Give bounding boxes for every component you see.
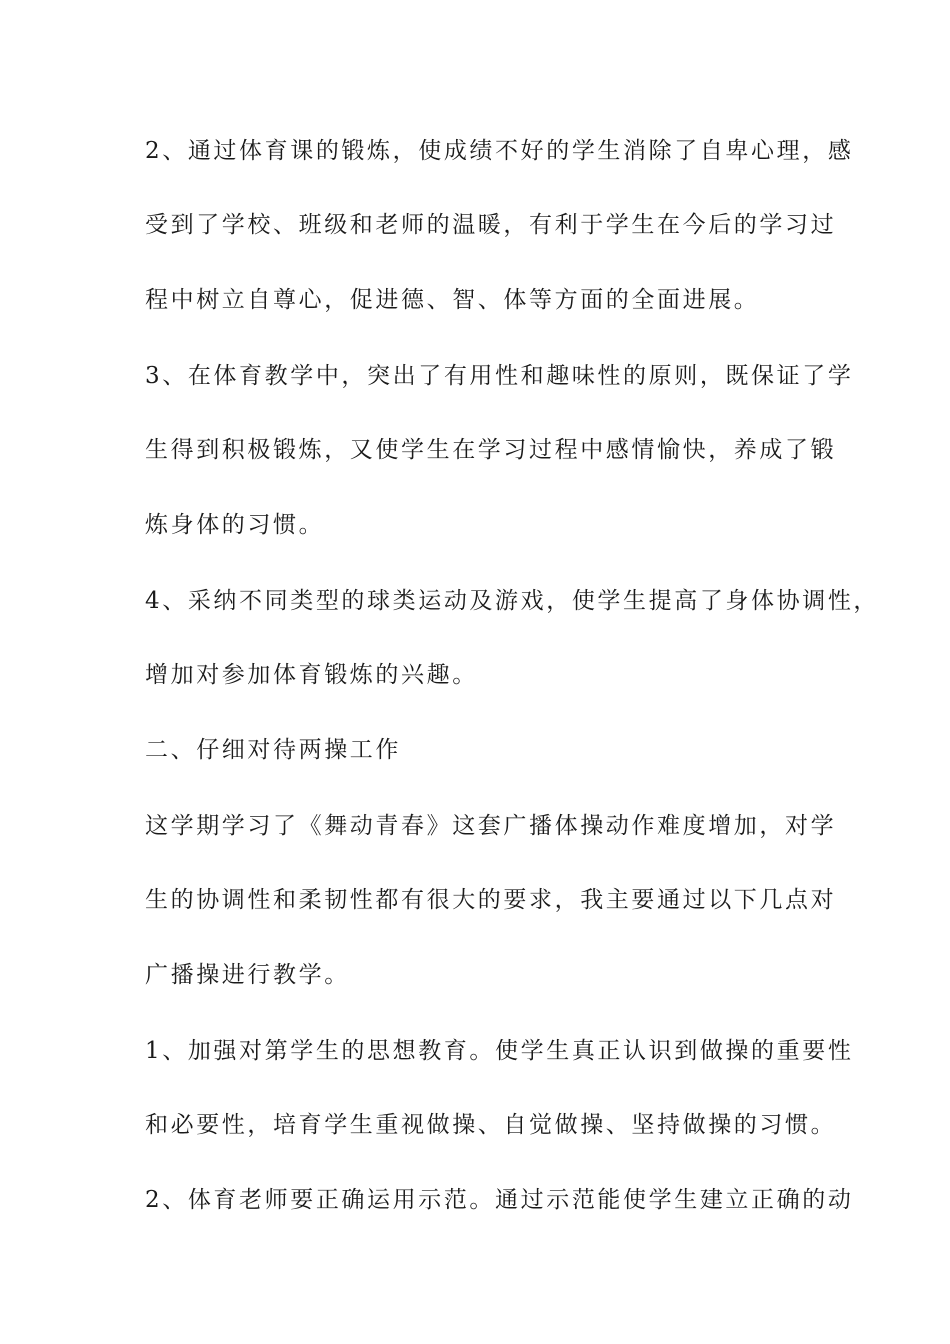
text-line-13: 1、加强对第学生的思想教育。使学生真正认识到做操的重要性 [145, 1038, 854, 1064]
text-line-1: 2、通过体育课的锻炼，使成绩不好的学生消除了自卑心理，感 [145, 138, 854, 164]
text-line-15: 2、体育老师要正确运用示范。通过示范能使学生建立正确的动 [145, 1187, 854, 1213]
text-line-12: 广播操进行教学。 [145, 962, 350, 988]
text-line-10: 这学期学习了《舞动青春》这套广播体操动作难度增加，对学 [145, 813, 837, 839]
text-line-8: 增加对参加体育锻炼的兴趣。 [145, 662, 478, 688]
text-line-2: 受到了学校、班级和老师的温暖，有利于学生在今后的学习过 [145, 212, 837, 238]
text-line-11: 生的协调性和柔韧性都有很大的要求，我主要通过以下几点对 [145, 887, 837, 913]
text-line-3: 程中树立自尊心，促进德、智、体等方面的全面进展。 [145, 287, 760, 313]
text-line-5: 生得到积极锻炼，又使学生在学习过程中感情愉快，养成了锻 [145, 437, 837, 463]
text-line-14: 和必要性，培育学生重视做操、自觉做操、坚持做操的习惯。 [145, 1112, 837, 1138]
text-line-7: 4、采纳不同类型的球类运动及游戏，使学生提高了身体协调性， [145, 588, 880, 614]
text-line-4: 3、在体育教学中，突出了有用性和趣味性的原则，既保证了学 [145, 363, 854, 389]
text-line-6: 炼身体的习惯。 [145, 512, 325, 538]
section-heading: 二、仔细对待两操工作 [145, 737, 401, 763]
